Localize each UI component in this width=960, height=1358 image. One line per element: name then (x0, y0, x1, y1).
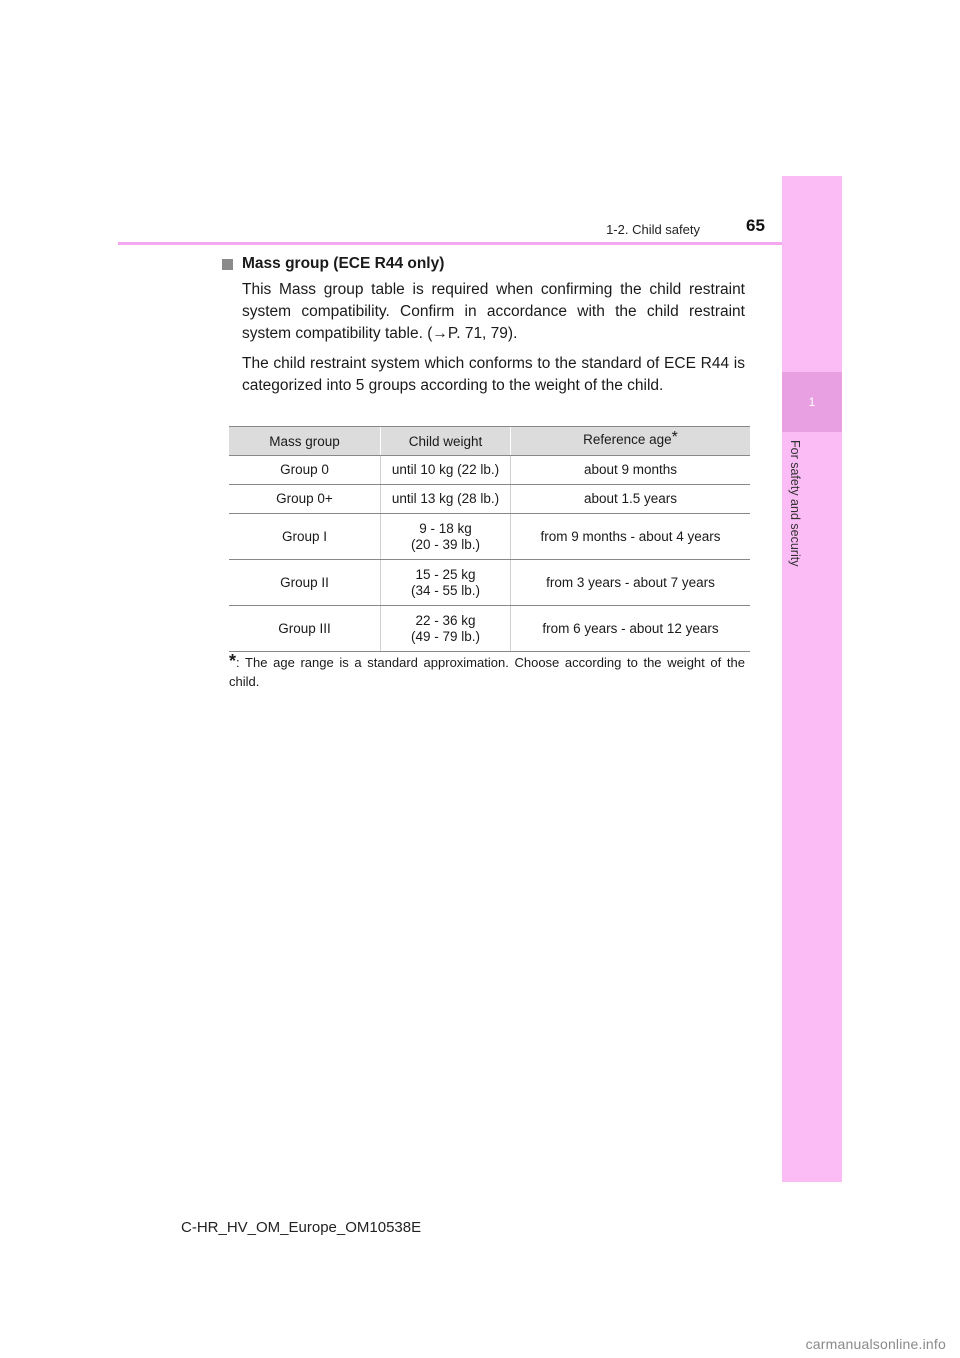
weight-lb: (34 - 55 lb.) (410, 582, 481, 598)
cell-weight (381, 606, 511, 652)
chapter-number: 1 (808, 395, 816, 409)
table-row (229, 456, 750, 485)
weight-kg: 9 - 18 kg (419, 520, 472, 536)
page-number: 65 (746, 216, 765, 235)
mass-group-table (229, 426, 750, 652)
footnote-text: : The age range is a standard approximation. Choose according to the weight of the child. (229, 655, 745, 689)
weight-lb: (20 - 39 lb.) (410, 536, 481, 552)
side-strip (782, 176, 842, 1182)
groups-paragraph: The child restraint system which conforms to the standard of ECE R44 is categorized into 5 groups according to the weight of the child. (242, 355, 745, 394)
asterisk-icon: * (671, 429, 678, 446)
cell-weight: until 13 kg (28 lb.) (381, 485, 511, 514)
cell-age: about 1.5 years (511, 485, 751, 514)
header-mass-group: Mass group (229, 427, 381, 456)
intro-paragraph: This Mass group table is required when confirming the child restraint system compatibility. Confirm in accordance with the child restraint system compatibility table. (→P. 71, 79). (242, 281, 745, 342)
cell-age: from 3 years - about 7 years (511, 560, 751, 606)
main-content (222, 255, 745, 405)
chapter-tab[interactable] (782, 372, 842, 432)
watermark-link[interactable]: carmanualsonline.info (805, 1336, 946, 1352)
cell-age: from 9 months - about 4 years (511, 514, 751, 560)
table-row (229, 560, 750, 606)
square-bullet-icon (222, 259, 233, 270)
cell-group: Group I (229, 514, 381, 560)
header-child-weight: Child weight (381, 427, 511, 456)
cell-group: Group 0+ (229, 485, 381, 514)
heading-text: Mass group (ECE R44 only) (242, 255, 445, 272)
cell-group: Group 0 (229, 456, 381, 485)
cell-age: about 9 months (511, 456, 751, 485)
weight-kg: 22 - 36 kg (415, 612, 476, 628)
section-heading (222, 255, 745, 273)
header-reference-age (511, 427, 751, 456)
cell-weight: until 10 kg (22 lb.) (381, 456, 511, 485)
footnote-asterisk-icon: * (229, 651, 237, 671)
footnote (229, 652, 745, 691)
cell-group: Group III (229, 606, 381, 652)
weight-lb: (49 - 79 lb.) (410, 628, 481, 644)
table-header-row (229, 427, 750, 456)
table-row (229, 606, 750, 652)
cell-weight (381, 560, 511, 606)
document-code: C-HR_HV_OM_Europe_OM10538E (181, 1219, 422, 1236)
chapter-label: For safety and security (788, 440, 802, 567)
weight-kg: 15 - 25 kg (415, 566, 476, 582)
header-reference-age-text: Reference age (583, 432, 672, 447)
section-title: 1-2. Child safety (606, 222, 700, 237)
cell-group: Group II (229, 560, 381, 606)
header-rule (118, 242, 782, 245)
cell-age: from 6 years - about 12 years (511, 606, 751, 652)
table-row (229, 514, 750, 560)
table-row (229, 485, 750, 514)
cell-weight (381, 514, 511, 560)
